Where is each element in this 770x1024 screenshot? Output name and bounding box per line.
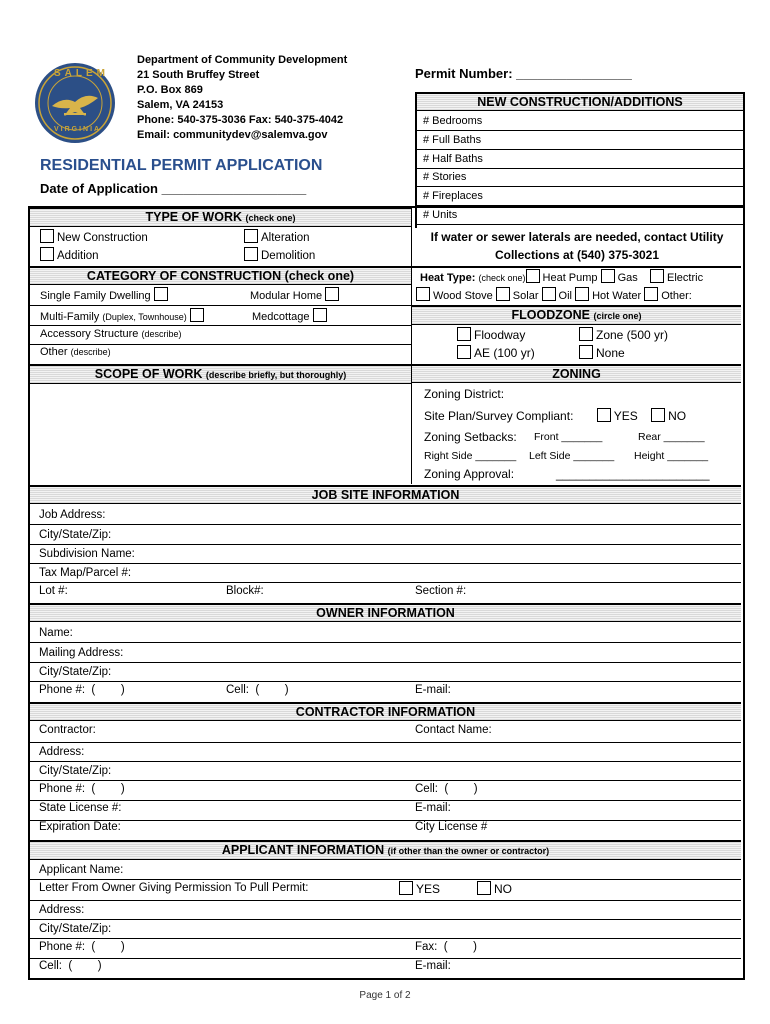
accessory-structure-field[interactable] [40, 328, 182, 340]
dept-email: Email: communitydev@salemva.gov [137, 129, 328, 141]
owner-name-field[interactable]: Name: [30, 624, 741, 643]
none-label: None [596, 346, 625, 360]
multi-family-note: (Duplex, Townhouse) [102, 312, 187, 322]
contractor-city-field[interactable]: City/State/Zip: [30, 762, 741, 781]
checkbox[interactable] [477, 881, 491, 895]
dept-city: Salem, VA 24153 [137, 99, 224, 111]
units-field[interactable]: # Units [417, 207, 743, 225]
checkbox[interactable] [579, 327, 593, 341]
contractor-address-field[interactable]: Address: [30, 743, 741, 762]
applicant-address-field[interactable]: Address: [30, 901, 741, 920]
owner-cell-field[interactable]: Cell: ( ) [226, 684, 289, 696]
tax-map-field[interactable]: Tax Map/Parcel #: [30, 564, 741, 583]
utility-note-line2: Collections at (540) 375-3021 [494, 248, 660, 262]
site-plan-label: Site Plan/Survey Compliant: [424, 409, 574, 423]
zoning-district-field[interactable]: Zoning District: [424, 387, 505, 401]
multi-family-label: Multi-Family [40, 311, 100, 323]
checkbox[interactable] [526, 269, 540, 283]
checkbox[interactable] [651, 408, 665, 422]
demolition-option[interactable] [244, 247, 315, 262]
checkbox[interactable] [650, 269, 664, 283]
permit-number[interactable]: Permit Number: ________________ [415, 66, 632, 81]
checkbox[interactable] [457, 345, 471, 359]
job-address-field[interactable]: Job Address: [30, 506, 741, 525]
right-side-setback-field[interactable]: Right Side _______ [424, 450, 517, 462]
checkbox[interactable] [601, 269, 615, 283]
new-construction-label: New Construction [57, 232, 148, 244]
checkbox[interactable] [542, 287, 556, 301]
state-license-field[interactable]: State License #: [39, 802, 122, 814]
checkbox[interactable] [496, 287, 510, 301]
owner-city-field[interactable]: City/State/Zip: [30, 663, 741, 682]
type-of-work-label: TYPE OF WORK [145, 210, 243, 224]
medcottage-option[interactable] [252, 308, 330, 323]
block-field[interactable]: Block#: [226, 585, 264, 597]
date-of-application[interactable]: Date of Application ____________________ [40, 181, 307, 196]
checkbox[interactable] [313, 308, 327, 322]
applicant-phone-field[interactable]: Phone #: ( ) [39, 941, 125, 953]
applicant-cell-field[interactable]: Cell: ( ) [39, 960, 102, 972]
stories-field[interactable]: # Stories [417, 169, 743, 187]
front-setback-field[interactable]: Front _______ [534, 431, 603, 443]
contractor-phone-field[interactable]: Phone #: ( ) [39, 783, 125, 795]
zoning-setbacks-label: Zoning Setbacks: [424, 430, 517, 444]
lot-field[interactable]: Lot #: [39, 585, 68, 597]
dept-street: 21 South Bruffey Street [137, 69, 260, 81]
divider [30, 325, 411, 326]
applicant-note: (if other than the owner or contractor) [387, 846, 550, 856]
applicant-city-field[interactable]: City/State/Zip: [30, 920, 741, 939]
heat-pump-label: Heat Pump [542, 272, 598, 284]
modular-home-label: Modular Home [250, 290, 323, 302]
checkbox[interactable] [190, 308, 204, 322]
applicant-label: APPLICANT INFORMATION [221, 843, 385, 857]
electric-label: Electric [667, 272, 704, 284]
owner-title: OWNER INFORMATION [30, 603, 741, 622]
seal-bottom-text: VIRGINIA [54, 126, 102, 133]
section-field[interactable]: Section #: [415, 585, 467, 597]
scope-of-work-textarea[interactable] [30, 382, 411, 484]
applicant-name-field[interactable]: Applicant Name: [30, 861, 741, 880]
zoning-title: ZONING [412, 364, 741, 383]
floodway-label: Floodway [474, 328, 526, 342]
alteration-option[interactable] [244, 229, 310, 244]
city-license-field[interactable]: City License # [415, 821, 488, 833]
expiration-date-field[interactable]: Expiration Date: [39, 821, 121, 833]
contractor-email-field[interactable]: E-mail: [415, 802, 451, 814]
contractor-field[interactable]: Contractor: [39, 724, 96, 736]
letter-yes-option[interactable] [399, 881, 440, 896]
full-baths-field[interactable]: # Full Baths [417, 132, 743, 150]
heat-type-note: (check one) [478, 273, 526, 283]
ae-100-label: AE (100 yr) [474, 346, 535, 360]
owner-mailing-field[interactable]: Mailing Address: [30, 644, 741, 663]
checkbox[interactable] [40, 247, 54, 261]
zone-500-label: Zone (500 yr) [596, 328, 669, 342]
heat-type-row2 [416, 287, 692, 302]
gas-label: Gas [617, 272, 638, 284]
height-setback-field[interactable]: Height _______ [634, 450, 709, 462]
floodzone-title [412, 305, 741, 325]
demolition-label: Demolition [261, 250, 316, 262]
dept-name: Department of Community Development [137, 54, 348, 66]
type-of-work-note: (check one) [245, 213, 296, 223]
checkbox[interactable] [575, 287, 589, 301]
fireplaces-field[interactable]: # Fireplaces [417, 188, 743, 206]
checkbox[interactable] [457, 327, 471, 341]
divider [30, 305, 411, 306]
checkbox[interactable] [416, 287, 430, 301]
site-plan-no-label: NO [668, 409, 687, 423]
floodway-option[interactable] [457, 327, 525, 342]
addition-label: Addition [57, 250, 99, 262]
dept-pobox: P.O. Box 869 [137, 84, 203, 96]
contractor-phone-row [30, 781, 741, 801]
checkbox[interactable] [244, 247, 258, 261]
floodzone-label: FLOODZONE [511, 308, 590, 322]
multi-family-option[interactable] [40, 308, 207, 323]
owner-email-field[interactable]: E-mail: [415, 684, 451, 696]
bedrooms-field[interactable]: # Bedrooms [417, 113, 743, 131]
department-address [137, 53, 347, 143]
new-construction-title: NEW CONSTRUCTION/ADDITIONS [417, 94, 743, 111]
rear-setback-field[interactable]: Rear _______ [638, 431, 705, 443]
other-label: Other [40, 346, 68, 358]
contractor-title: CONTRACTOR INFORMATION [30, 702, 741, 721]
utility-note [412, 228, 742, 264]
applicant-email-field[interactable]: E-mail: [415, 960, 451, 972]
site-plan-field [424, 408, 686, 423]
contractor-license-row [30, 801, 741, 821]
category-title: CATEGORY OF CONSTRUCTION (check one) [30, 266, 411, 285]
letter-permission-label: Letter From Owner Giving Permission To Pull Permit: [39, 882, 309, 894]
job-city-field[interactable]: City/State/Zip: [30, 526, 741, 545]
addition-option[interactable] [40, 247, 99, 262]
owner-phone-field[interactable]: Phone #: ( ) [39, 684, 125, 696]
accessory-label: Accessory Structure [40, 328, 139, 340]
accessory-note: (describe) [141, 329, 182, 339]
job-site-title: JOB SITE INFORMATION [30, 485, 741, 504]
alteration-label: Alteration [261, 232, 310, 244]
checkbox[interactable] [399, 881, 413, 895]
other-heat-label: Other: [661, 290, 692, 302]
city-seal [34, 62, 116, 144]
contractor-row [30, 723, 741, 743]
zoning-approval-label: Zoning Approval: [424, 467, 515, 481]
floodzone-note: (circle one) [593, 311, 642, 321]
new-construction-option[interactable] [40, 229, 148, 244]
seal-top-text: SALEM [54, 68, 109, 79]
zone-500-option[interactable] [579, 327, 668, 342]
letter-no-label: NO [494, 882, 512, 896]
divider [30, 344, 411, 345]
checkbox[interactable] [579, 345, 593, 359]
other-note: (describe) [70, 347, 111, 357]
heat-type-row1 [420, 269, 703, 284]
checkbox[interactable] [325, 287, 339, 301]
oil-label: Oil [558, 290, 572, 302]
divider [411, 266, 741, 268]
hot-water-label: Hot Water [592, 290, 642, 302]
checkbox[interactable] [154, 287, 168, 301]
site-plan-yes-label: YES [613, 409, 638, 423]
contractor-cell-field[interactable]: Cell: ( ) [415, 783, 478, 795]
applicant-fax-field[interactable]: Fax: ( ) [415, 941, 477, 953]
checkbox[interactable] [644, 287, 658, 301]
single-family-option[interactable] [40, 287, 171, 302]
checkbox[interactable] [40, 229, 54, 243]
applicant-title [30, 840, 741, 860]
form-title: RESIDENTIAL PERMIT APPLICATION [40, 157, 323, 174]
other-category-field[interactable] [40, 346, 111, 358]
ae-100-option[interactable] [457, 345, 535, 360]
page-number: Page 1 of 2 [359, 990, 411, 1001]
checkbox[interactable] [597, 408, 611, 422]
applicant-phone-row [30, 939, 741, 959]
wood-stove-label: Wood Stove [433, 290, 493, 302]
type-of-work-title [30, 207, 411, 227]
contact-name-field[interactable]: Contact Name: [415, 724, 492, 736]
left-side-setback-field[interactable]: Left Side _______ [529, 450, 615, 462]
scope-label: SCOPE OF WORK [94, 367, 203, 381]
dept-phone-fax: Phone: 540-375-3036 Fax: 540-375-4042 [137, 114, 344, 126]
heat-type-label: Heat Type: [420, 272, 476, 284]
checkbox[interactable] [244, 229, 258, 243]
subdivision-field[interactable]: Subdivision Name: [30, 545, 741, 564]
letter-no-option[interactable] [477, 881, 512, 896]
none-option[interactable] [579, 345, 625, 360]
medcottage-label: Medcottage [252, 311, 310, 323]
solar-label: Solar [512, 290, 539, 302]
utility-note-line1: If water or sewer laterals are needed, contact Utility [430, 230, 724, 244]
modular-home-option[interactable] [250, 287, 342, 302]
letter-yes-label: YES [416, 882, 441, 896]
scope-note: (describe briefly, but thoroughly) [205, 370, 347, 380]
scope-of-work-title [30, 364, 411, 384]
half-baths-field[interactable]: # Half Baths [417, 151, 743, 169]
zoning-approval-line[interactable]: _______________________ [556, 467, 710, 481]
single-family-label: Single Family Dwelling [40, 290, 151, 302]
